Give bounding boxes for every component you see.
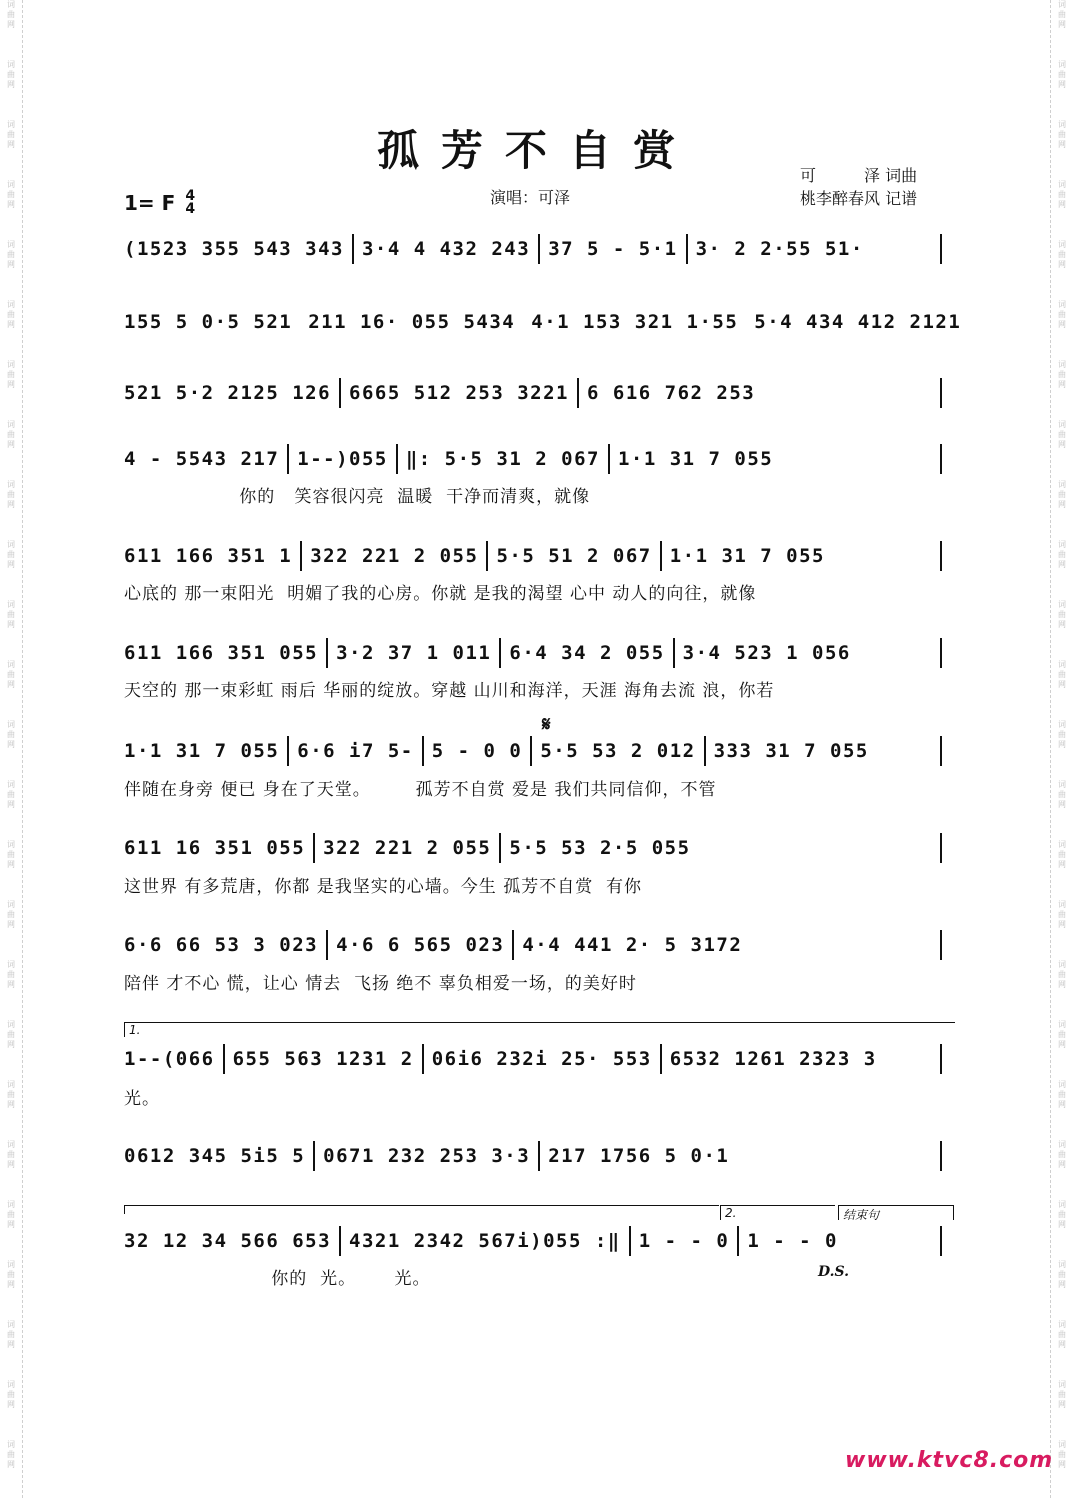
notation-row xyxy=(124,380,950,406)
watermark-text: 词曲网 xyxy=(1058,420,1066,449)
watermark-text: 词曲网 xyxy=(1058,540,1066,569)
measure: 5·5 53 2 012 xyxy=(540,740,696,762)
measure: 1--(066 xyxy=(124,1048,215,1070)
key-signature xyxy=(124,190,195,216)
bar-line xyxy=(352,234,354,264)
measure: 211 16· 055 5434 xyxy=(308,311,516,333)
watermark-text: 词曲网 xyxy=(7,1020,15,1049)
measure: 3· 2 2·55 51· xyxy=(695,238,864,260)
volta-2-label: 2. xyxy=(725,1206,737,1220)
end-bar-line xyxy=(940,444,942,474)
repeat-bracket xyxy=(124,1205,719,1214)
end-bar-line xyxy=(940,1226,942,1256)
bar-line xyxy=(339,1226,341,1256)
lyric-line: 你的 笑容很闪亮 温暖 干净而清爽，就像 xyxy=(124,487,591,507)
watermark-text: 词曲网 xyxy=(7,1080,15,1109)
author-name: 可 xyxy=(800,166,817,185)
bar-line xyxy=(608,444,610,474)
key-label: 1= F xyxy=(124,191,176,215)
notation-row xyxy=(124,1143,950,1169)
bar-line xyxy=(287,736,289,766)
end-bar-line xyxy=(940,930,942,960)
watermark-text: 词曲网 xyxy=(7,1200,15,1229)
bar-line xyxy=(339,378,341,408)
watermark-text: 词曲网 xyxy=(1058,600,1066,629)
measure: 1--)055 xyxy=(297,448,388,470)
segno-sign: 𝄋 xyxy=(542,712,551,736)
bar-line xyxy=(223,1044,225,1074)
watermark-text: 词曲网 xyxy=(1058,480,1066,509)
measure: 4 - 5543 217 xyxy=(124,448,280,470)
bar-line xyxy=(326,930,328,960)
watermark-text: 词曲网 xyxy=(7,480,15,509)
lyric-line: 天空的 那一束彩虹 雨后 华丽的绽放。穿越 山川和海洋，天涯 海角去流 浪，你若 xyxy=(124,681,775,701)
measure: 0671 232 253 3·3 xyxy=(323,1145,531,1167)
bar-line xyxy=(737,1226,739,1256)
notation-row xyxy=(124,1228,950,1254)
watermark-text: 词曲网 xyxy=(7,180,15,209)
measure: 3·4 523 1 056 xyxy=(682,642,851,664)
measure: 5·4 434 412 2121 xyxy=(754,311,962,333)
watermark-text: 词曲网 xyxy=(7,780,15,809)
bar-line xyxy=(313,833,315,863)
measure: 322 221 2 055 xyxy=(310,545,479,567)
measure: 1·1 31 7 055 xyxy=(124,740,280,762)
measure: 1 - - 0 xyxy=(747,1230,838,1252)
watermark-text: 词曲网 xyxy=(7,660,15,689)
ending-bracket xyxy=(838,1205,954,1220)
watermark-text: 词曲网 xyxy=(1058,120,1066,149)
watermark-text: 词曲网 xyxy=(7,600,15,629)
notation-row xyxy=(124,640,950,666)
measure: 155 5 0·5 521 xyxy=(124,311,293,333)
measure: 6·6 i7 5- xyxy=(297,740,414,762)
watermark-text: 词曲网 xyxy=(1058,1200,1066,1229)
notation-row xyxy=(124,932,950,958)
watermark-text: 词曲网 xyxy=(7,300,15,329)
singer: 演唱：可泽 xyxy=(490,188,571,207)
watermark-text: 词曲网 xyxy=(1058,720,1066,749)
lyric-line: 心底的 那一束阳光 明媚了我的心房。你就 是我的渴望 心中 动人的向往，就像 xyxy=(124,584,757,604)
end-bar-line xyxy=(940,833,942,863)
watermark-text: 词曲网 xyxy=(1058,1440,1066,1469)
measure: 4321 2342 567i)055 :‖ xyxy=(349,1230,621,1252)
lyric-line: 你的 光。 光。 xyxy=(124,1269,431,1289)
watermark-text: 词曲网 xyxy=(7,60,15,89)
volta-1-bracket xyxy=(124,1022,955,1037)
watermark-text: 词曲网 xyxy=(1058,240,1066,269)
measure: 655 563 1231 2 xyxy=(232,1048,414,1070)
lyric-line: 这世界 有多荒唐，你都 是我坚实的心墙。今生 孤芳不自赏 有你 xyxy=(124,877,643,897)
measure: 333 31 7 055 xyxy=(713,740,869,762)
measure: 5·5 53 2·5 055 xyxy=(509,837,691,859)
watermark-text: 词曲网 xyxy=(1058,1140,1066,1169)
measure: 4·1 153 321 1·55 xyxy=(531,311,739,333)
measure: 6665 512 253 3221 xyxy=(349,382,569,404)
watermark-text: 词曲网 xyxy=(1058,60,1066,89)
watermark-text: 词曲网 xyxy=(7,0,15,29)
measure: 3·2 37 1 011 xyxy=(336,642,492,664)
measure: 0612 345 5i5 5 xyxy=(124,1145,306,1167)
measure: 37 5 - 5·1 xyxy=(548,238,678,260)
measure: 06i6 232i 25· 553 xyxy=(431,1048,652,1070)
watermark-text: 词曲网 xyxy=(1058,1320,1066,1349)
measure: 611 16 351 055 xyxy=(124,837,306,859)
watermark-text: 词曲网 xyxy=(7,840,15,869)
bar-line xyxy=(422,1044,424,1074)
watermark-text: 词曲网 xyxy=(1058,180,1066,209)
watermark-text: 词曲网 xyxy=(7,540,15,569)
measure: 6·4 34 2 055 xyxy=(509,642,665,664)
transcriber: 桃李醉春风 记谱 xyxy=(800,189,918,208)
bar-line xyxy=(499,833,501,863)
volta-2-bracket xyxy=(720,1205,835,1220)
volta-1-label: 1. xyxy=(129,1023,141,1037)
bar-line xyxy=(422,736,424,766)
measure: 521 5·2 2125 126 xyxy=(124,382,332,404)
measure: 5 - 0 0 xyxy=(431,740,523,762)
ending-label: 结束句 xyxy=(843,1208,880,1222)
measure: 5·5 51 2 067 xyxy=(496,545,652,567)
watermark-text: 词曲网 xyxy=(1058,360,1066,389)
watermark-text: 词曲网 xyxy=(7,1320,15,1349)
measure: 6·6 66 53 3 023 xyxy=(124,934,319,956)
time-bottom: 4 xyxy=(185,201,196,217)
measure: 4·6 6 565 023 xyxy=(336,934,505,956)
notation-row xyxy=(124,1046,950,1072)
measure: 3·4 4 432 243 xyxy=(361,238,531,260)
watermark-text: 词曲网 xyxy=(7,240,15,269)
watermark-text: 词曲网 xyxy=(1058,1380,1066,1409)
end-bar-line xyxy=(940,378,942,408)
lyric-line: 伴随在身旁 便已 身在了天堂。 孤芳不自赏 爱是 我们共同信仰，不管 xyxy=(124,780,717,800)
bar-line xyxy=(313,1141,315,1171)
watermark-strip-right xyxy=(1050,0,1073,1498)
measure: (1523 355 543 343 xyxy=(124,238,344,260)
measure: 6532 1261 2323 3 xyxy=(669,1048,877,1070)
credits xyxy=(800,164,917,210)
notation-row xyxy=(124,236,950,262)
watermark-text: 词曲网 xyxy=(1058,300,1066,329)
bar-line xyxy=(538,1141,540,1171)
watermark-text: 词曲网 xyxy=(1058,0,1066,29)
time-top: 4 xyxy=(185,188,196,204)
notation-row xyxy=(124,309,962,335)
watermark-text: 词曲网 xyxy=(7,420,15,449)
measure: ‖: 5·5 31 2 067 xyxy=(405,448,600,470)
measure: 1 - - 0 xyxy=(638,1230,730,1252)
watermark-text: 词曲网 xyxy=(7,120,15,149)
measure: 1·1 31 7 055 xyxy=(669,545,825,567)
watermark-text: 词曲网 xyxy=(1058,1080,1066,1109)
watermark-text: 词曲网 xyxy=(7,720,15,749)
watermark-text: 词曲网 xyxy=(7,1260,15,1289)
end-bar-line xyxy=(940,541,942,571)
author-name-2: 泽 xyxy=(864,166,881,185)
watermark-strip-left xyxy=(0,0,23,1498)
bar-line xyxy=(577,378,579,408)
end-bar-line xyxy=(940,234,942,264)
watermark-text: 词曲网 xyxy=(7,1440,15,1469)
watermark-text: 词曲网 xyxy=(7,1380,15,1409)
watermark-text: 词曲网 xyxy=(1058,1260,1066,1289)
watermark-text: 词曲网 xyxy=(1058,660,1066,689)
bar-line xyxy=(300,541,302,571)
bar-line xyxy=(530,736,532,766)
measure: 32 12 34 566 653 xyxy=(124,1230,332,1252)
end-bar-line xyxy=(940,736,942,766)
bar-line xyxy=(287,444,289,474)
bar-line xyxy=(486,541,488,571)
measure: 611 166 351 1 xyxy=(124,545,293,567)
lyric-line: 光。 xyxy=(124,1089,160,1109)
measure: 217 1756 5 0·1 xyxy=(548,1145,730,1167)
end-bar-line xyxy=(940,1044,942,1074)
lyric-line: 陪伴 才不心 慌，让心 情去 飞扬 绝不 辜负相爱一场，的美好时 xyxy=(124,974,637,994)
watermark-text: 词曲网 xyxy=(7,960,15,989)
time-signature xyxy=(185,190,195,216)
measure: 1·1 31 7 055 xyxy=(617,448,774,470)
bar-line xyxy=(396,444,398,474)
watermark-text: 词曲网 xyxy=(7,1140,15,1169)
notation-row xyxy=(124,738,950,764)
measure: 611 166 351 055 xyxy=(124,642,319,664)
watermark-text: 词曲网 xyxy=(1058,780,1066,809)
bar-line xyxy=(538,234,540,264)
bar-line xyxy=(673,638,675,668)
watermark-text: 词曲网 xyxy=(1058,900,1066,929)
watermark-text: 词曲网 xyxy=(7,360,15,389)
notation-row xyxy=(124,446,950,472)
bar-line xyxy=(512,930,514,960)
notation-row xyxy=(124,835,950,861)
end-bar-line xyxy=(940,1141,942,1171)
measure: 322 221 2 055 xyxy=(323,837,492,859)
end-bar-line xyxy=(940,638,942,668)
measure: 4·4 441 2· 5 3172 xyxy=(522,934,743,956)
watermark-text: 词曲网 xyxy=(7,900,15,929)
watermark-text: 词曲网 xyxy=(1058,840,1066,869)
author-role: 词曲 xyxy=(885,166,918,185)
bar-line xyxy=(660,541,662,571)
bar-line xyxy=(686,234,688,264)
bar-line xyxy=(326,638,328,668)
ds-marker: D.S. xyxy=(818,1264,850,1280)
site-logo[interactable]: www.ktvc8.com xyxy=(845,1448,1054,1473)
bar-line xyxy=(499,638,501,668)
bar-line xyxy=(704,736,706,766)
song-title: 孤芳不自赏 xyxy=(376,126,697,175)
watermark-text: 词曲网 xyxy=(1058,1020,1066,1049)
measure: 6 616 762 253 xyxy=(587,382,756,404)
bar-line xyxy=(629,1226,631,1256)
notation-row xyxy=(124,543,950,569)
bar-line xyxy=(660,1044,662,1074)
watermark-text: 词曲网 xyxy=(1058,960,1066,989)
